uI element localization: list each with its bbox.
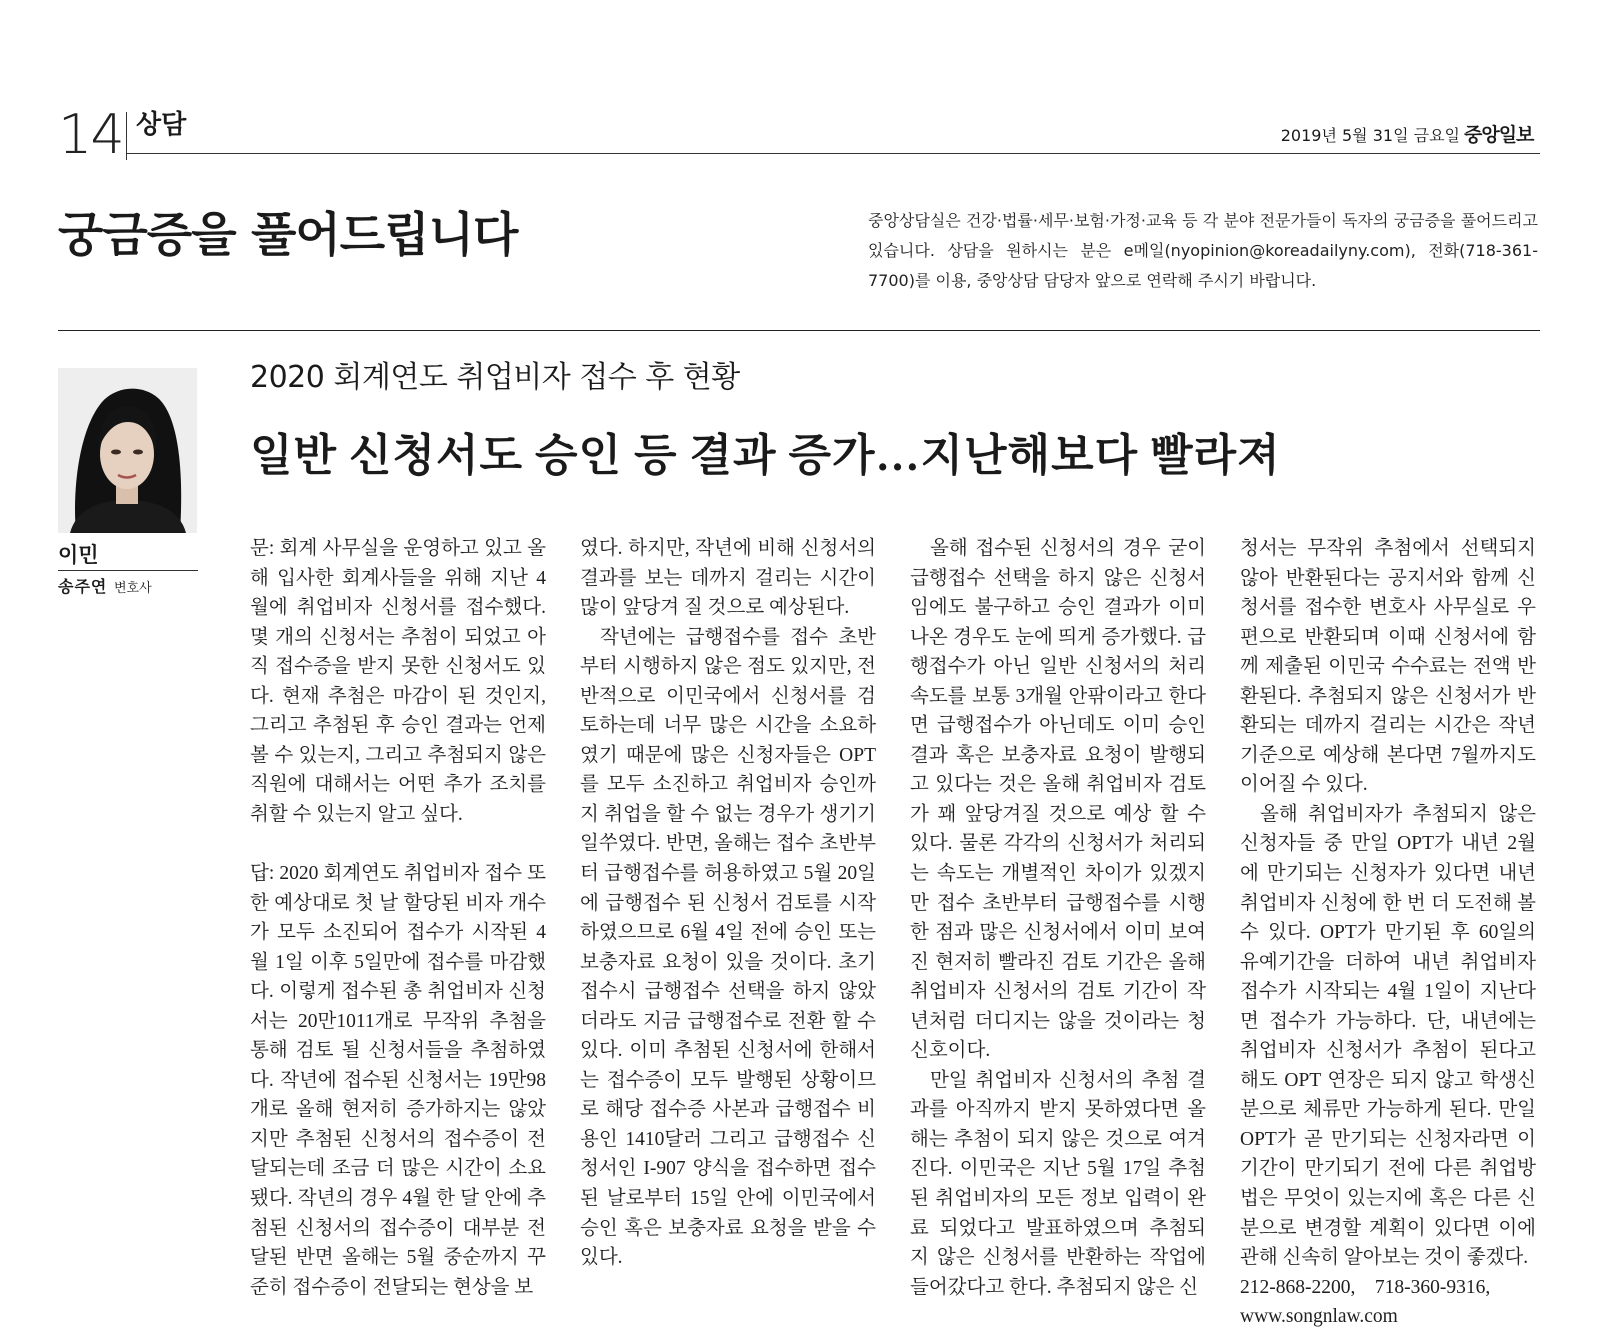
article-column-1 bbox=[250, 534, 546, 1302]
question-paragraph: 문: 회계 사무실을 운영하고 있고 올해 입사한 회계사들을 위해 지난 4월에 취업비자 신청서를 접수했다. 몇 개의 신청서는 추첨이 되었고 아직 접수증을 받지 못한 신청서도 있다. 현재 추첨은 마감이 된 것인지, 그리고 추첨된 후 승인 결과는 언제 볼 수 있는지, 그리고 추첨되지 않은 직원에 대해서는 어떤 추가 조치를 취할 수 있는지 알고 싶다. bbox=[250, 538, 546, 825]
author-name: 송주연 bbox=[58, 577, 108, 596]
author-byline bbox=[58, 577, 152, 599]
article-column-4 bbox=[1240, 534, 1536, 1332]
paragraph-continuation: 였다. 하지만, 작년에 비해 신청서의 결과를 보는 데까지 걸리는 시간이 많이 앞당겨 질 것으로 예상된다. bbox=[580, 538, 876, 619]
author-title: 변호사 bbox=[113, 581, 152, 596]
author-photo bbox=[58, 368, 197, 533]
answer-paragraph-2: 작년에는 급행접수를 접수 초반부터 시행하지 않은 점도 있지만, 전반적으로 이민국에서 신청서를 검토하는데 너무 많은 시간을 소요하였기 때문에 많은 신청자들은 OPT를 모두 소진하고 취업비자 승인까지 취업을 할 수 없는 경우가 생기기 일쑤였다. 반면, 올해는 접수 초반부터 급행접수를 허용하였고 5월 20일에 급행접수 된 신청서 검토를 시작하였으므로 6월 4일 전에 승인 또는 보충자료 요청이 있을 것이다. 초기 접수시 급행접수 선택을 하지 않았더라도 지금 급행접수로 전환 할 수 있다. 이미 추첨된 신청서에 한해서는 접수증이 모두 발행된 상황이므로 해당 접수증 사본과 급행접수 비용인 1410달러 그리고 급행접수 신청서인 I-907 양식을 접수하면 접수 된 날로부터 15일 안에 이민국에서 승인 혹은 보충자료 요청을 받을 수 있다. bbox=[580, 626, 876, 1269]
page-number: 14 bbox=[58, 103, 123, 166]
author-portrait-image bbox=[58, 368, 197, 533]
answer-paragraph-1: 답: 2020 회계연도 취업비자 접수 또한 예상대로 첫 날 할당된 비자 개수가 모두 소진되어 접수가 시작된 4월 1일 이후 5일만에 접수를 마감했다. 이렇게 접수된 총 취업비자 신청서는 20만1011개로 무작위 추첨을 통해 검토 될 신청서들을 추첨하였다. 작년에 접수된 신청서는 19만98개로 올해 현저히 증가하지는 않았지만 추첨된 신청서의 접수증이 전달되는데 조금 더 많은 시간이 소요됐다. 작년의 경우 4월 한 달 안에 추첨된 신청서의 접수증이 대부분 전달된 반면 올해는 5월 중순까지 꾸준히 접수증이 전달되는 현상을 보 bbox=[250, 863, 546, 1298]
publication-date: 2019년 5월 31일 금요일 bbox=[1280, 126, 1460, 145]
newspaper-logo: 중앙일보 bbox=[1464, 124, 1534, 146]
header-rule bbox=[126, 153, 1540, 154]
article-column-3 bbox=[910, 534, 1206, 1302]
author-rule bbox=[58, 570, 198, 571]
answer-paragraph-4: 만일 취업비자 신청서의 추첨 결과를 아직까지 받지 못하였다면 올해는 추첨이 되지 않은 것으로 여겨진다. 이민국은 지난 5월 17일 추첨된 취업비자의 모든 정보 입력이 완료 되었다고 발표하였으며 추첨되지 않은 신청서를 반환하는 작업에 들어갔다고 한다. 추첨되지 않은 신 bbox=[910, 1069, 1206, 1298]
article-headline: 일반 신청서도 승인 등 결과 증가…지난해보다 빨라져 bbox=[250, 431, 1281, 480]
article-column-2 bbox=[580, 534, 876, 1273]
section-name: 상담 bbox=[136, 110, 187, 140]
column-title: 궁금증을 풀어드립니다 bbox=[58, 208, 518, 263]
column-intro: 중앙상담실은 건강·법률·세무·보험·가정·교육 등 각 분야 전문가들이 독자의 궁금증을 풀어드리고 있습니다. 상담을 원하시는 분은 e메일(nyopinion@koreadailyny.com), 전화(718-361-7700)를 이용, 중앙상담 담당자 앞으로 연락해 주시기 바랍니다. bbox=[868, 211, 1538, 290]
contact-website: www.songnlaw.com bbox=[1240, 1306, 1398, 1328]
contact-phones: 212-868-2200, 718-360-9316, bbox=[1240, 1276, 1491, 1298]
section-rule bbox=[58, 330, 1540, 331]
article-subheadline: 2020 회계연도 취업비자 접수 후 현황 bbox=[250, 360, 740, 395]
author-category: 이민 bbox=[58, 543, 99, 567]
answer-paragraph-3: 올해 접수된 신청서의 경우 굳이 급행접수 선택을 하지 않은 신청서임에도 불구하고 승인 결과가 이미 나온 경우도 눈에 띄게 증가했다. 급행접수가 아닌 일반 신청서의 처리 속도를 보통 3개월 안팎이라고 한다면 급행접수가 아닌데도 이미 승인 결과 혹은 보충자료 요청이 발행되고 있다는 것은 올해 취업비자 검토가 꽤 앞당겨질 것으로 예상 할 수 있다. 물론 각각의 신청서가 처리되는 속도는 개별적인 차이가 있겠지만 접수 초반부터 급행접수를 시행한 점과 많은 신청서에서 이미 보여진 현저히 빨라진 검토 기간은 올해 취업비자 신청서의 검토 기간이 작년처럼 더디지는 않을 것이라는 청신호이다. bbox=[910, 538, 1206, 1062]
paragraph-continuation: 청서는 무작위 추첨에서 선택되지 않아 반환된다는 공지서와 함께 신청서를 접수한 변호사 사무실로 우편으로 반환되며 이때 신청서에 함께 제출된 이민국 수수료는 전액 반환된다. 추첨되지 않은 신청서가 반환되는 데까지 걸리는 시간은 작년 기준으로 예상해 본다면 7월까지도 이어질 수 있다. bbox=[1240, 538, 1536, 796]
answer-paragraph-5: 올해 취업비자가 추첨되지 않은 신청자들 중 만일 OPT가 내년 2월에 만기되는 신청자가 있다면 내년 취업비자 신청에 한 번 더 도전해 볼 수 있다. OPT가 만기된 후 60일의 유예기간을 더하여 내년 취업비자 접수가 시작되는 4월 1일이 지난다면 접수가 가능하다. 단, 내년에는 취업비자 신청서가 추첨이 된다고 해도 OPT 연장은 되지 않고 학생신분으로 체류만 가능하게 된다. 만일 OPT가 곧 만기되는 신청자라면 이 기간이 만기되기 전에 다른 취업방법은 무엇이 있는지에 혹은 다른 신분으로 변경할 계획이 있다면 이에 관해 신속히 알아보는 것이 좋겠다. bbox=[1240, 803, 1536, 1269]
